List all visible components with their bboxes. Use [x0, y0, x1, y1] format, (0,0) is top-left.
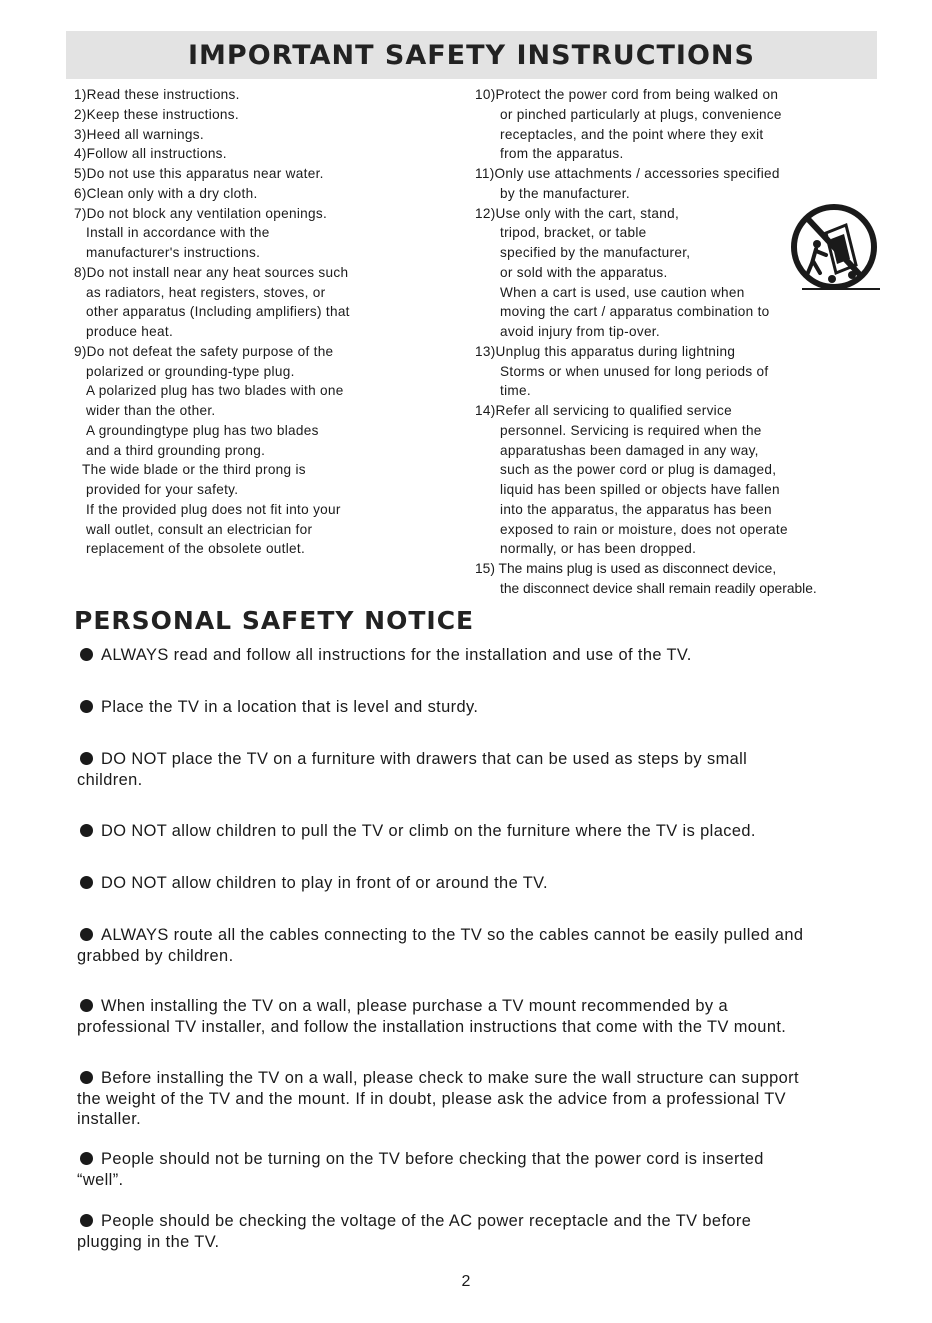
instruction-line: 9)Do not defeat the safety purpose of the	[74, 343, 334, 359]
safety-notice-item	[77, 1211, 887, 1252]
instruction-line: 15) The mains plug is used as disconnect device,	[475, 561, 777, 576]
bullet-icon	[80, 999, 93, 1012]
instruction-line: moving the cart / apparatus combination to	[500, 304, 770, 320]
safety-notice-item	[77, 925, 887, 966]
instruction-line: provided for your safety.	[86, 482, 239, 497]
instruction-line: 5)Do not use this apparatus near water.	[74, 166, 324, 181]
safety-notice-item	[77, 1068, 887, 1130]
instruction-line: A polarized plug has two blades with one	[86, 383, 344, 399]
instruction-line: such as the power cord or plug is damaged,	[500, 462, 777, 478]
safety-instructions-banner	[66, 31, 877, 79]
instruction-line: 1)Read these instructions.	[74, 87, 240, 102]
bullet-icon	[80, 1214, 93, 1227]
safety-notice-line: People should not be turning on the TV before checking that the power cord is inserted	[101, 1150, 764, 1168]
safety-notice-line: “well”.	[77, 1170, 124, 1189]
safety-notice-item	[77, 697, 887, 718]
safety-notice-line: grabbed by children.	[77, 946, 234, 965]
safety-notice-line: plugging in the TV.	[77, 1232, 220, 1251]
safety-notice-item	[77, 749, 887, 790]
safety-instructions-right-column	[475, 85, 875, 599]
safety-notice-line: When installing the TV on a wall, please purchase a TV mount recommended by a	[101, 997, 728, 1015]
instruction-line: liquid has been spilled or objects have fallen	[500, 482, 780, 497]
instruction-line: into the apparatus, the apparatus has been	[500, 501, 772, 517]
safety-notice-line: Place the TV in a location that is level and sturdy.	[101, 698, 479, 716]
bullet-icon	[80, 1152, 93, 1165]
bullet-icon	[80, 876, 93, 889]
instruction-line: 6)Clean only with a dry cloth.	[74, 185, 258, 201]
bullet-icon	[80, 1071, 93, 1084]
safety-notice-line: Before installing the TV on a wall, please check to make sure the wall structure can support	[101, 1069, 799, 1087]
bullet-icon	[80, 648, 93, 661]
bullet-icon	[80, 752, 93, 765]
instruction-line: exposed to rain or moisture, does not operate	[500, 521, 788, 537]
safety-notice-line: professional TV installer, and follow the installation instructions that come with the TV mount.	[77, 1017, 787, 1036]
instruction-line: tripod, bracket, or table	[500, 225, 647, 241]
instruction-line: avoid injury from tip-over.	[500, 324, 660, 339]
safety-notice-line: ALWAYS read and follow all instructions for the installation and use of the TV.	[101, 646, 692, 664]
cart-tip-over-warning-icon	[786, 203, 882, 295]
instruction-line: polarized or grounding-type plug.	[86, 363, 295, 379]
safety-notice-item	[77, 645, 887, 666]
safety-notice-item	[77, 996, 887, 1037]
safety-notice-item	[77, 1149, 887, 1190]
instruction-line: receptacles, and the point where they exit	[500, 126, 764, 142]
instruction-line: Storms or when unused for long periods of	[500, 363, 769, 379]
instruction-line: 10)Protect the power cord from being walked on	[475, 87, 779, 102]
safety-notice-line: children.	[77, 770, 143, 789]
instruction-line: wall outlet, consult an electrician for	[86, 521, 313, 537]
instruction-line: Install in accordance with the	[86, 225, 270, 241]
instruction-line: personnel. Servicing is required when the	[500, 422, 762, 438]
instruction-line: and a third grounding prong.	[86, 442, 266, 458]
instruction-line: manufacturer's instructions.	[86, 245, 261, 260]
safety-notice-line: DO NOT place the TV on a furniture with drawers that can be used as steps by small	[101, 750, 748, 768]
safety-instructions-title: IMPORTANT SAFETY INSTRUCTIONS	[188, 39, 755, 71]
instruction-line: A groundingtype plug has two blades	[86, 422, 319, 438]
instruction-line: replacement of the obsolete outlet.	[86, 541, 306, 557]
page-number: 2	[461, 1273, 471, 1290]
instruction-line: 3)Heed all warnings.	[74, 126, 204, 142]
instruction-line: or sold with the apparatus.	[500, 264, 668, 280]
instruction-line: the disconnect device shall remain readily operable.	[500, 580, 817, 596]
safety-instructions-left-column	[74, 85, 454, 559]
instruction-line: If the provided plug does not fit into your	[86, 501, 341, 517]
bullet-icon	[80, 700, 93, 713]
instruction-line: 11)Only use attachments / accessories specified	[475, 166, 780, 181]
instruction-line: When a cart is used, use caution when	[500, 284, 745, 300]
instruction-line: 14)Refer all servicing to qualified service	[475, 403, 732, 418]
instruction-line: produce heat.	[86, 324, 174, 339]
instruction-line: from the apparatus.	[500, 146, 624, 162]
safety-notice-line: DO NOT allow children to play in front of or around the TV.	[101, 874, 548, 892]
safety-notice-line: the weight of the TV and the mount. If in doubt, please ask the advice from a professional TV	[77, 1089, 787, 1108]
bullet-icon	[80, 928, 93, 941]
instruction-line: 13)Unplug this apparatus during lightning	[475, 343, 736, 359]
instruction-line: The wide blade or the third prong is	[82, 462, 306, 478]
instruction-line: other apparatus (Including amplifiers) that	[86, 304, 350, 320]
bullet-icon	[80, 824, 93, 837]
instruction-line: time.	[500, 383, 531, 399]
instruction-line: normally, or has been dropped.	[500, 541, 697, 557]
safety-notice-line: DO NOT allow children to pull the TV or climb on the furniture where the TV is placed.	[101, 822, 756, 840]
instruction-line: 4)Follow all instructions.	[74, 146, 227, 162]
safety-notice-item	[77, 821, 887, 842]
instruction-line: 7)Do not block any ventilation openings.	[74, 205, 328, 221]
instruction-line: as radiators, heat registers, stoves, or	[86, 284, 326, 300]
safety-notice-item	[77, 873, 887, 894]
instruction-line: 2)Keep these instructions.	[74, 106, 239, 122]
safety-notice-line: People should be checking the voltage of the AC power receptacle and the TV before	[101, 1212, 752, 1230]
instruction-line: or pinched particularly at plugs, convenience	[500, 106, 782, 122]
instruction-line: 12)Use only with the cart, stand,	[475, 205, 680, 221]
instruction-line: 8)Do not install near any heat sources such	[74, 264, 349, 280]
safety-notice-line: ALWAYS route all the cables connecting to the TV so the cables cannot be easily pulled and	[101, 926, 804, 944]
instruction-line: wider than the other.	[86, 403, 216, 418]
instruction-line: by the manufacturer.	[500, 185, 630, 201]
instruction-line: apparatushas been damaged in any way,	[500, 442, 759, 458]
personal-safety-title: PERSONAL SAFETY NOTICE	[74, 606, 475, 635]
safety-notice-line: installer.	[77, 1110, 142, 1128]
instruction-line: specified by the manufacturer,	[500, 245, 691, 260]
